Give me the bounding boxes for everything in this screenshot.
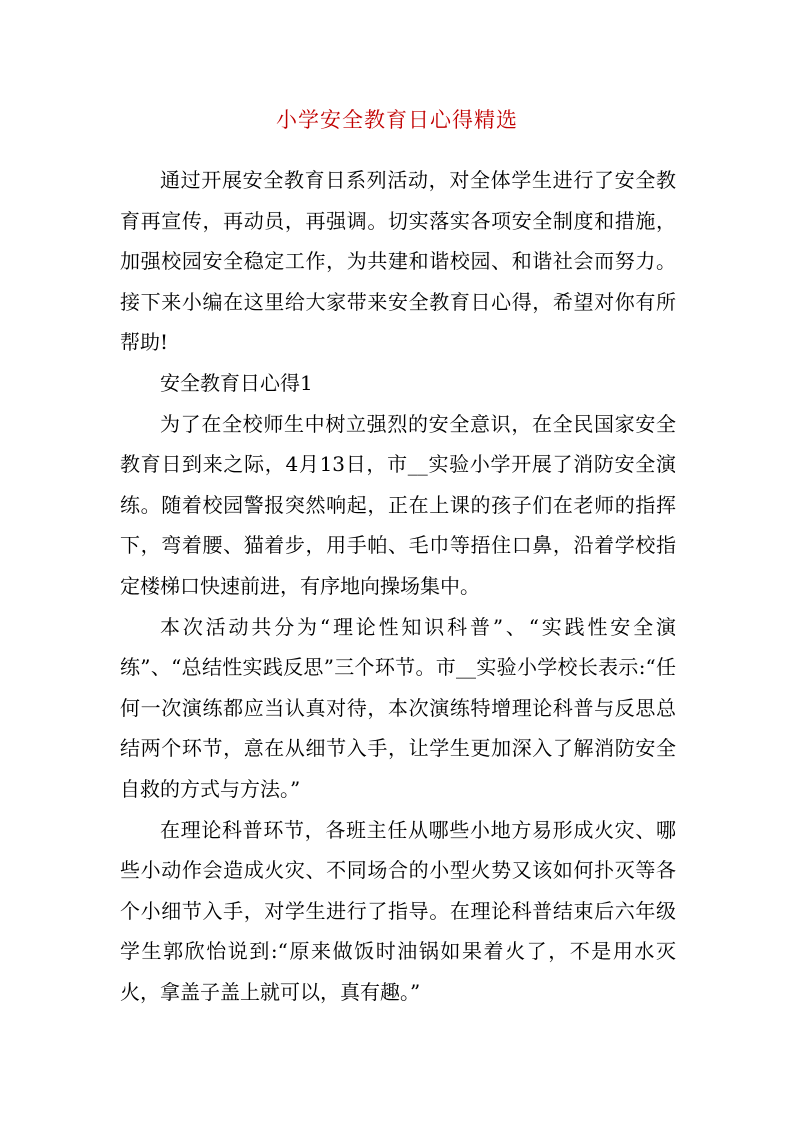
document-title: 小学安全教育日心得精选 <box>276 108 518 132</box>
paragraph-drill: 为了在全校师生中树立强烈的安全意识，在全民国家安全教育日到来之际，4月13日，市__实验小学开展了消防安全演练。随着校园警报突然响起，正在上课的孩子们在老师的指挥下，弯着腰、猫着步，用手帕、毛巾等捂住口鼻，沿着学校指定楼梯口快速前进，有序地向操场集中。 <box>120 411 676 598</box>
paragraph-theory: 在理论科普环节，各班主任从哪些小地方易形成火灾、哪些小动作会造成火灾、不同场合的小型火势又该如何扑灭等各个小细节入手，对学生进行了指导。在理论科普结束后六年级学生郭欣怡说到:“原来做饭时油锅如果着火了，不是用水灭火，拿盖子盖上就可以，真有趣。” <box>120 817 676 1004</box>
paragraph-intro: 通过开展安全教育日系列活动，对全体学生进行了安全教育再宣传，再动员，再强调。切实落实各项安全制度和措施，加强校园安全稳定工作，为共建和谐校园、和谐社会而努力。接下来小编在这里给大家带来安全教育日心得，希望对你有所帮助! <box>120 168 676 355</box>
paragraph-activity: 本次活动共分为“理论性知识科普”、“实践性安全演练”、“总结性实践反思”三个环节。市__实验小学校长表示:“任何一次演练都应当认真对待，本次演练特增理论科普与反思总结两个环节，意在从细节入手，让学生更加深入了解消防安全自救的方式与方法。” <box>120 614 676 801</box>
document-body <box>120 160 676 1012</box>
section-heading: 安全教育日心得1 <box>160 370 313 395</box>
